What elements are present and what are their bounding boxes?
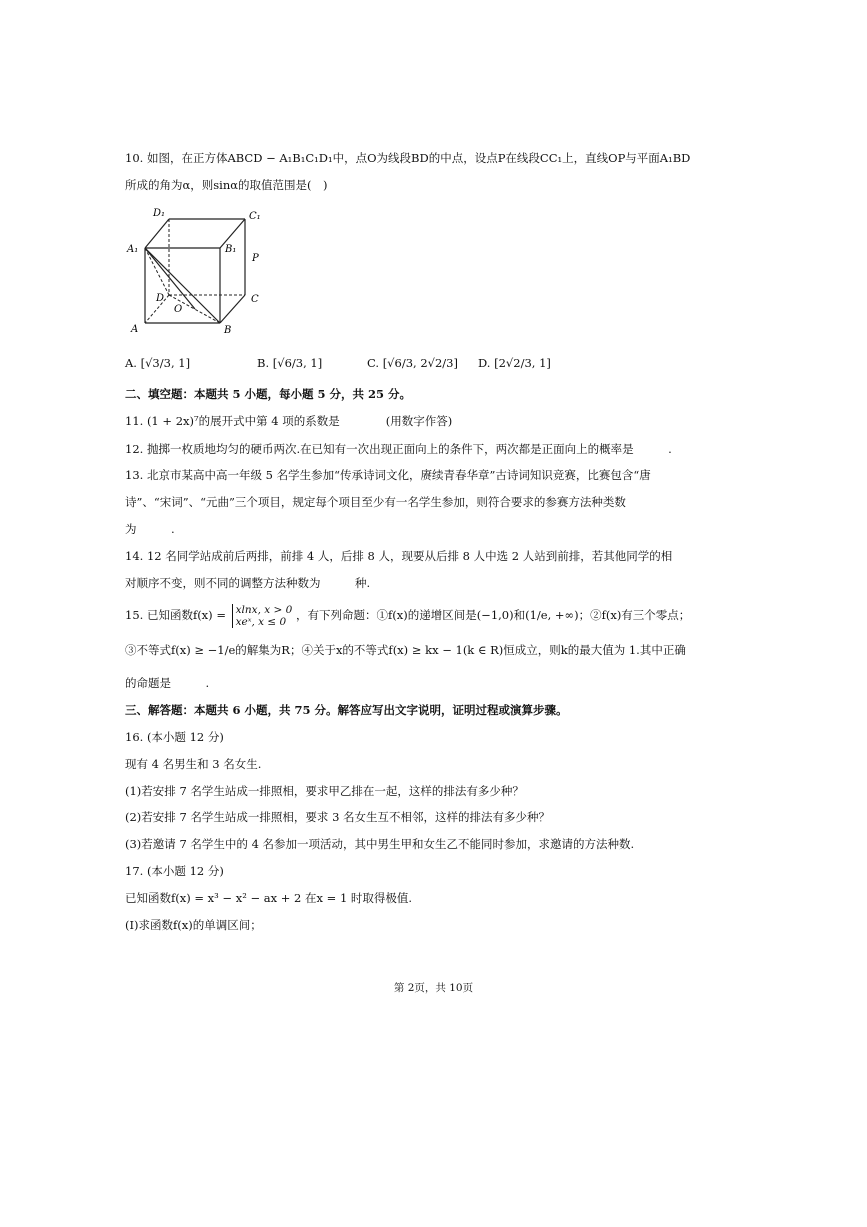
q16-part2: (2)若安排 7 名学生站成一排照相，要求 3 名女生互不相邻，这样的排法有多少种？ <box>125 810 551 824</box>
q15-line2: ③不等式f(x) ≥ −1/e的解集为R；④关于x的不等式f(x) ≥ kx − 1(k ∈ R)恒成立，则k的最大值为 1.其中正确 <box>125 643 686 657</box>
q13-line3: 为 . <box>125 522 175 536</box>
q14-line1: 14. 12 名同学站成前后两排，前排 4 人，后排 8 人，现要从后排 8 人中选 2 人站到前排，若其他同学的相 <box>125 549 673 563</box>
q10-option-b: B. [√6/3, 1] <box>257 356 323 370</box>
q10-option-c: C. [√6/3, 2√2/3] <box>367 356 458 370</box>
q10-line2: 所成的角为α，则sinα的取值范围是( ) <box>125 178 328 192</box>
q17-header: 17. (本小题 12 分) <box>125 864 224 878</box>
label-P: P <box>252 253 259 264</box>
q10-line1: 10. 如图，在正方体ABCD − A₁B₁C₁D₁中，点O为线段BD的中点，设点P在线段CC₁上，直线OP与平面A₁BD <box>125 151 691 165</box>
q12-text: 12. 抛掷一枚质地均匀的硬币两次.在已知有一次出现正面向上的条件下，两次都是正面向上的概率是 . <box>125 442 672 456</box>
q14-line2: 对顺序不变，则不同的调整方法种数为 种. <box>125 576 371 590</box>
label-C1: C₁ <box>249 211 261 222</box>
label-A1: A₁ <box>127 244 139 255</box>
label-B1: B₁ <box>225 244 237 255</box>
label-D1: D₁ <box>153 208 166 219</box>
q15-case2: xeˣ, x ≤ 0 <box>235 616 287 628</box>
label-C: C <box>251 294 259 305</box>
label-A: A <box>131 324 139 335</box>
q10-option-d: D. [2√2/3, 1] <box>478 356 551 370</box>
q15-piecewise <box>232 604 293 628</box>
q13-line2: 诗”、“宋词”、“元曲”三个项目，规定每个项目至少有一名学生参加，则符合要求的参赛方法种类数 <box>125 495 626 509</box>
label-D: D <box>156 293 165 304</box>
page-footer: 第 2页，共 10页 <box>393 982 474 994</box>
section3-heading: 三、解答题：本题共 6 小题，共 75 分。解答应写出文字说明，证明过程或演算步骤。 <box>125 703 568 717</box>
q16-header: 16. (本小题 12 分) <box>125 730 224 744</box>
q17-intro: 已知函数f(x) = x³ − x² − ax + 2 在x = 1 时取得极值. <box>125 891 413 905</box>
cube-figure <box>125 205 275 335</box>
label-B: B <box>224 325 232 335</box>
q17-part1: (I)求函数f(x)的单调区间； <box>125 918 262 932</box>
q15-line1 <box>125 604 690 628</box>
section2-heading: 二、填空题：本题共 5 小题，每小题 5 分，共 25 分。 <box>125 387 412 401</box>
q16-intro: 现有 4 名男生和 3 名女生. <box>125 757 262 771</box>
q15-prefix: 15. 已知函数f(x) = <box>125 608 226 622</box>
q15-suffix: ，有下列命题：①f(x)的递增区间是(−1,0)和(1/e, +∞)；②f(x)有三个零点； <box>295 608 691 622</box>
q16-part3: (3)若邀请 7 名学生中的 4 名参加一项活动，其中男生甲和女生乙不能同时参加，求邀请的方法种数. <box>125 837 635 851</box>
label-O: O <box>174 304 183 315</box>
q13-line1: 13. 北京市某高中高一年级 5 名学生参加“传承诗词文化，赓续青春华章”古诗词知识竞赛，比赛包含“唐 <box>125 468 651 482</box>
q10-option-a: A. [√3/3, 1] <box>125 356 191 370</box>
q16-part1: (1)若安排 7 名学生站成一排照相，要求甲乙排在一起，这样的排法有多少种？ <box>125 784 524 798</box>
q11-text: 11. (1 + 2x)⁷的展开式中第 4 项的系数是 (用数字作答) <box>125 414 453 428</box>
q15-case1: xlnx, x > 0 <box>235 604 293 616</box>
q15-line3: 的命题是 . <box>125 676 210 690</box>
